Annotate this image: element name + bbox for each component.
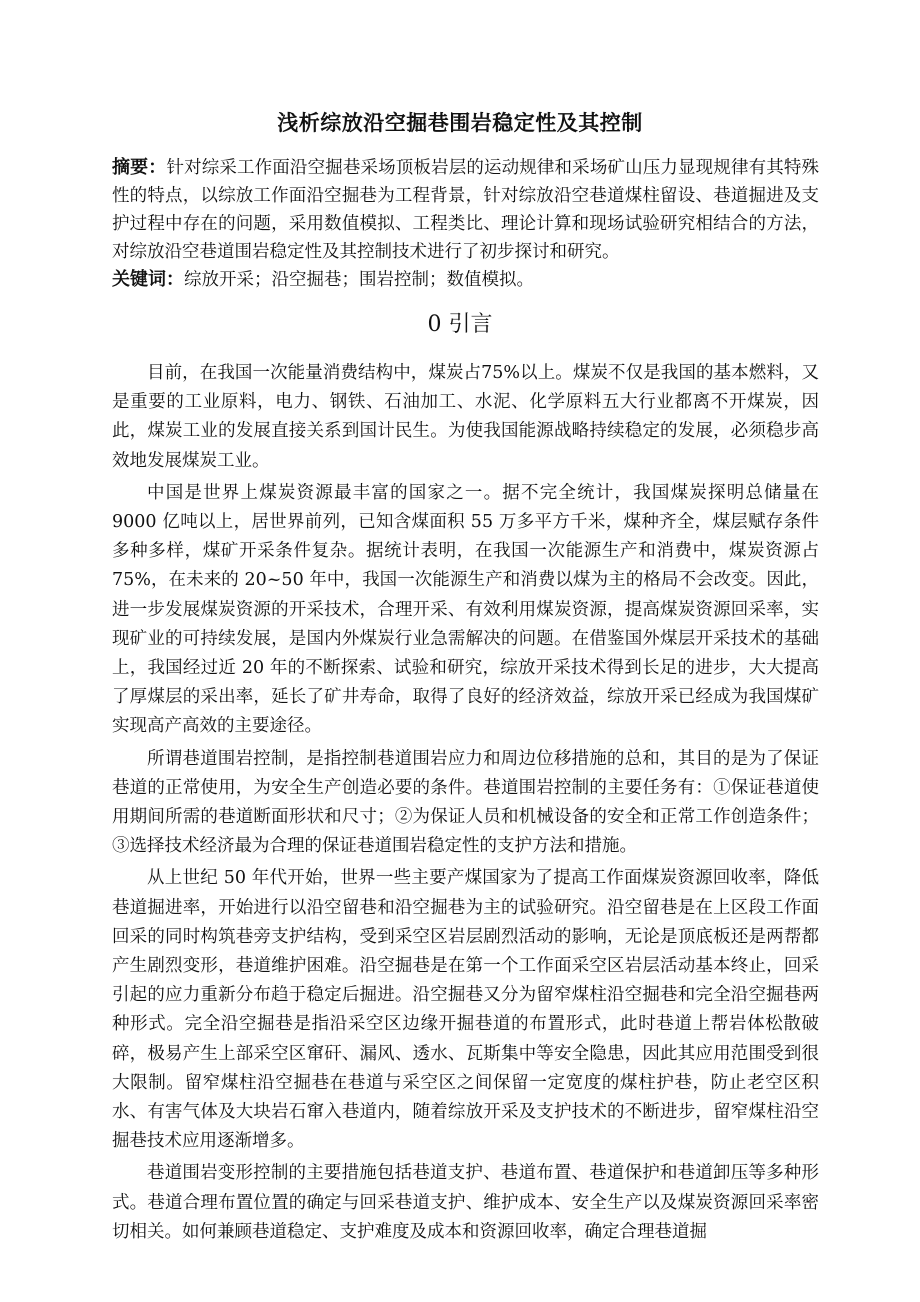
section-heading-introduction: 0 引言 bbox=[427, 312, 493, 337]
keywords-block bbox=[112, 266, 819, 294]
paragraph: 从上世纪 50 年代开始，世界一些主要产煤国家为了提高工作面煤炭资源回收率，降低巷道掘进率，开始进行以沿空留巷和沿空掘巷为主的试验研究。沿空留巷是在上区段工作面回采的同时构筑巷旁支护结构，受到采空区岩层剧烈活动的影响，无论是顶底板还是两帮都产生剧烈变形，巷道维护困难。沿空掘巷是在第一个工作面采空区岩层活动基本终止，回采引起的应力重新分布趋于稳定后掘进。沿空掘巷又分为留窄煤柱沿空掘巷和完全沿空掘巷两种形式。完全沿空掘巷是指沿采空区边缘开掘巷道的布置形式，此时巷道上帮岩体松散破碎，极易产生上部采空区窜矸、漏风、透水、瓦斯集中等安全隐患，因此其应用范围受到很大限制。留窄煤柱沿空掘巷在巷道与采空区之间保留一定宽度的煤柱护巷，防止老空区积水、有害气体及大块岩石窜入巷道内，随着综放开采及支护技术的不断进步，留窄煤柱沿空掘巷技术应用逐渐增多。 bbox=[112, 868, 819, 1152]
paragraph: 巷道围岩变形控制的主要措施包括巷道支护、巷道布置、巷道保护和巷道卸压等多种形式。巷道合理布置位置的确定与回采巷道支护、维护成本、安全生产以及煤炭资源回采率密切相关。如何兼顾巷道稳定、支护难度及成本和资源回收率，确定合理巷道掘 bbox=[112, 1163, 819, 1242]
abstract-label: 摘要： bbox=[112, 157, 167, 178]
paragraph: 所谓巷道围岩控制，是指控制巷道围岩应力和周边位移措施的总和，其目的是为了保证巷道的正常使用，为安全生产创造必要的条件。巷道围岩控制的主要任务有：①保证巷道使用期间所需的巷道断面形状和尺寸；②为保证人员和机械设备的安全和正常工作创造条件；③选择技术经济最为合理的保证巷道围岩稳定性的支护方法和措施。 bbox=[112, 748, 819, 857]
keywords-label: 关键词： bbox=[112, 269, 184, 290]
paragraph: 目前，在我国一次能量消费结构中，煤炭占75%以上。煤炭不仅是我国的基本燃料，又是重要的工业原料，电力、钢铁、石油加工、水泥、化学原料五大行业都离不开煤炭，因此，煤炭工业的发展直接关系到国计民生。为使我国能源战略持续稳定的发展，必须稳步高效地发展煤炭工业。 bbox=[112, 363, 819, 471]
body-text bbox=[112, 359, 819, 1250]
abstract-text: 针对综采工作面沿空掘巷采场顶板岩层的运动规律和采场矿山压力显现规律有其特殊性的特点，以综放工作面沿空掘巷为工程背景，针对综放沿空巷道煤柱留设、巷道掘进及支护过程中存在的问题，采用数值模拟、工程类比、理论计算和现场试验研究相结合的方法，对综放沿空巷道围岩稳定性及其控制技术进行了初步探讨和研究。 bbox=[112, 158, 820, 262]
paper-title: 浅析综放沿空掘巷围岩稳定性及其控制 bbox=[277, 111, 643, 135]
paragraph: 中国是世界上煤炭资源最丰富的国家之一。据不完全统计，我国煤炭探明总储量在9000 亿吨以上，居世界前列，已知含煤面积 55 万多平方千米，煤种齐全，煤层赋存条件多种多样，煤矿开采条件复杂。据统计表明，在我国一次能源生产和消费中，煤炭资源占 75%，在未来的 20~50 年中，我国一次能源生产和消费以煤为主的格局不会改变。因此，进一步发展煤炭资源的开采技术，合理开采、有效利用煤炭资源，提高煤炭资源回采率，实现矿业的可持续发展，是国内外煤炭行业急需解决的问题。在借鉴国外煤层开采技术的基础上，我国经过近 20 年的不断探索、试验和研究，综放开采技术得到长足的进步，大大提高了厚煤层的采出率，延长了矿井寿命，取得了良好的经济效益，综放开采已经成为我国煤矿实现高产高效的主要途径。 bbox=[112, 482, 819, 737]
abstract-block bbox=[112, 154, 819, 266]
keywords-text: 综放开采；沿空掘巷；围岩控制；数值模拟。 bbox=[184, 270, 534, 290]
